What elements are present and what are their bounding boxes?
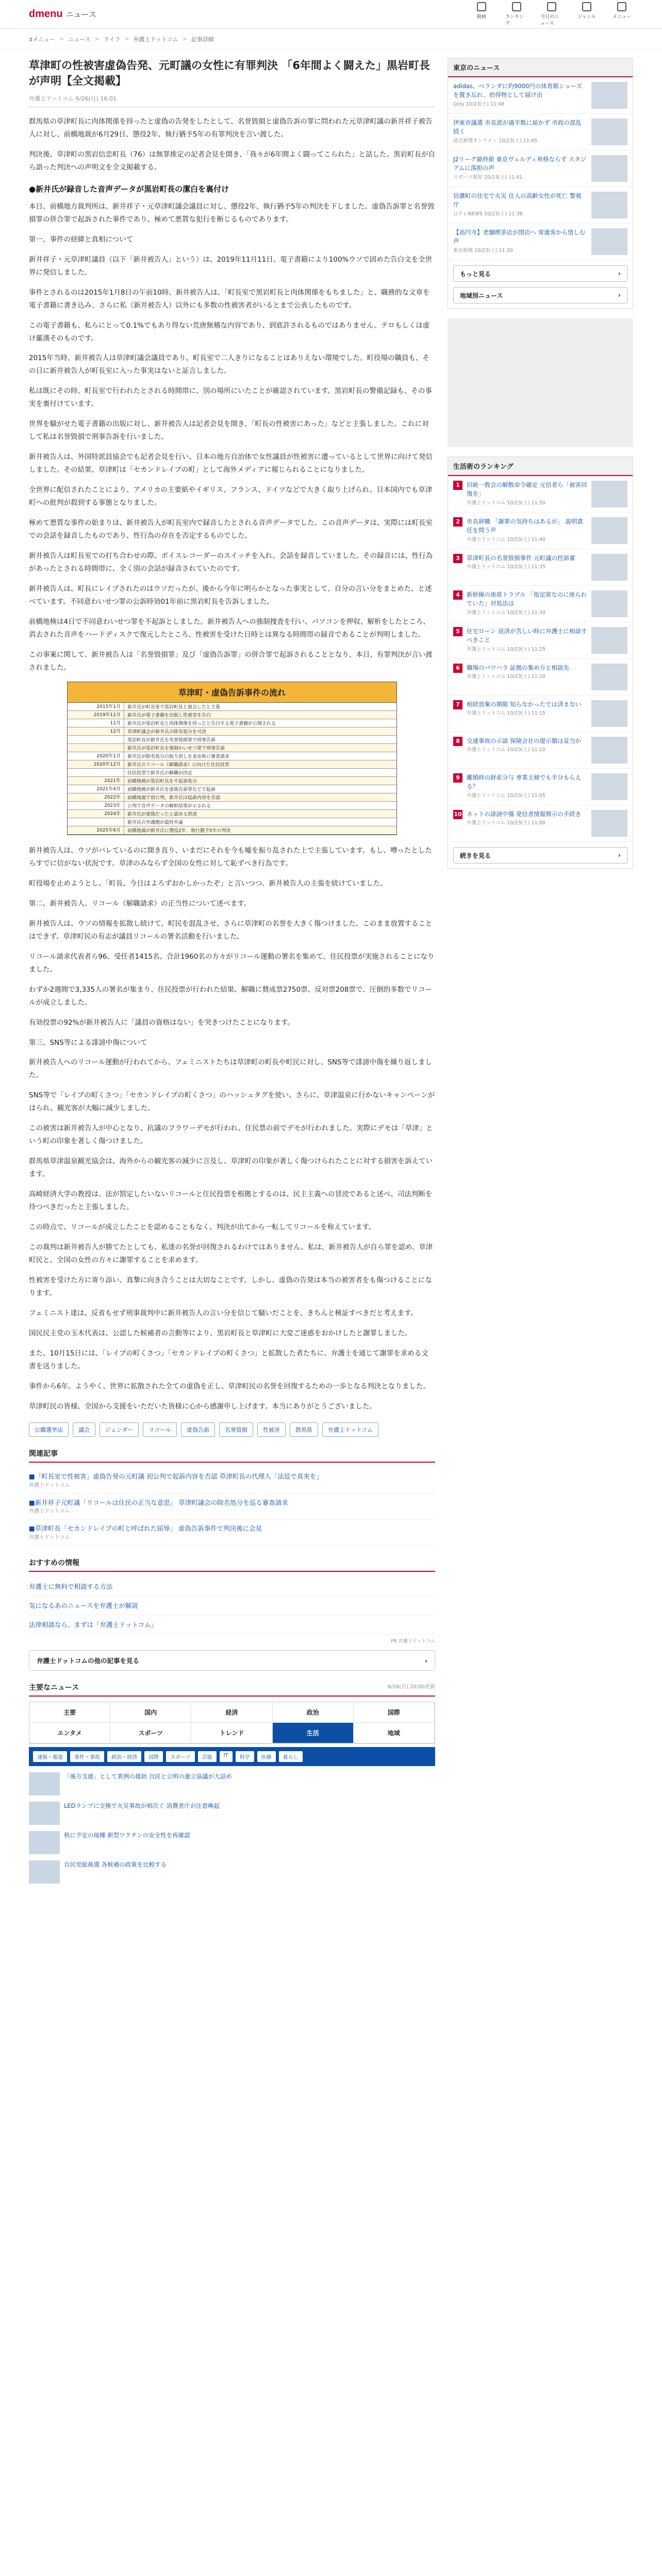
article-paragraph: 新井被告人は、町長にレイプされたのはウソだったが、後から今年に明らかとなった事実として、自分の言い分をまとめた、と述べています。不同意わいせつ罪の公訴時効01年前に黒岩町長を告訴しました。 — [29, 585, 432, 606]
article-paragraph: 極めて悪質な事件の始まりは、新井被告人が町長室内で録音したとされる音声データでした。この音声データは、実際には町長室での会話を録音したものであり、性行為の存在を否定するものでした。 — [29, 519, 433, 540]
recommend-heading: おすすめの情報 — [29, 1557, 435, 1572]
side-more-label: もっと見る — [460, 270, 491, 278]
ranking-item[interactable] — [448, 732, 633, 769]
timeline-event: 新井氏の弁護側が最終弁論 — [127, 820, 184, 825]
article-paragraph: 事件とされるのは2015年1月8日の午前10時、新井被告人は、「町長室で黒岩町長と肉体関係をもちました」と、職務的な文章を電子書籍に書き込み、さらに私（新井被告人）以外にも多数の性被害者がいるとまで公表したものです。 — [29, 288, 430, 310]
timeline-row — [68, 826, 396, 835]
side-news-item[interactable] — [448, 77, 633, 114]
ranking-thumbnail — [591, 810, 627, 837]
related-title: ■「町長室で性被害」虚偽告発の元町議 初公判で起訴内容を否認 草津町長の代理人「法廷で真実を」 — [29, 1472, 323, 1480]
timeline-date: 2019年11月 — [68, 711, 124, 719]
breadcrumb-item[interactable]: ライフ — [103, 36, 121, 43]
timeline-row — [68, 703, 396, 711]
subcategory-link[interactable]: 国際 — [144, 1751, 163, 1762]
category-tab[interactable]: 地域 — [354, 1723, 435, 1743]
ranking-item[interactable] — [448, 805, 633, 842]
article-paragraph: 第三、SNS等による誹謗中傷について — [29, 1038, 147, 1047]
chevron-right-icon: › — [618, 292, 621, 299]
ranking-title: 旧統一教会の解散命令確定 元信者ら「被害回復を」 — [467, 481, 587, 498]
article-paragraph: 町役場を止めようとし、「町長、今日はよろずおかしかったぞ」と言いつつ、新井被告人の主張を続けていました。 — [29, 879, 387, 888]
timeline-event: 新井氏が町長室で黒岩町長と面会したと主張 — [127, 704, 221, 710]
category-tab[interactable]: エンタメ — [29, 1723, 110, 1743]
category-tab[interactable]: 主要 — [29, 1702, 110, 1723]
category-tab[interactable]: 政治 — [273, 1702, 354, 1723]
timeline-row — [68, 810, 396, 818]
tag-list — [29, 1422, 435, 1437]
breadcrumb-item[interactable]: ニュース — [68, 36, 91, 43]
article-paragraph: 新井被告人へのリコール運動が行われてから、フェミニストたちは草津町の町長や町民に対し、SNS等で誹謗中傷を繰り返しました。 — [29, 1058, 433, 1080]
article-paragraph: 国民民主党の玉木代表は、公認した候補者の言動等により、黒岩町長と草津町に大変ご迷惑をおかけしたと謝罪しました。 — [29, 1329, 412, 1337]
chevron-right-icon: › — [618, 852, 621, 859]
header-nav-item[interactable] — [505, 2, 528, 26]
subcategory-link[interactable]: 医療 — [257, 1751, 276, 1762]
ranking-text — [467, 481, 587, 507]
tag-link[interactable]: 公職選挙法 — [29, 1422, 69, 1437]
category-tab[interactable]: スポーツ — [110, 1723, 191, 1743]
article-paragraph: この被害は新井被告人が中心となり、抗議のフラワーデモが行われ、住民票の前でデモが行われました。実際にデモは「草津」という町の印象を著しく傷つけました。 — [29, 1124, 433, 1146]
ranking-number: 5 — [453, 627, 462, 636]
ranking-source: 弁護士ドットコム 10/23(土) 11:00 — [467, 820, 545, 826]
timeline-row — [68, 719, 396, 727]
side-news-thumbnail — [591, 118, 627, 145]
ranking-item[interactable] — [448, 622, 633, 659]
article-paragraph: 群馬県草津温泉観光協会は、海外からの観光客の減少に言及し、草津町の印象が著しく傷つけられたことに対する損害を訴えています。 — [29, 1157, 433, 1179]
article-paragraph: 新井被告人は、ウソがバレているのに開き直り、いまだにそれを今も嘘を振り乱された上で主張しています。もし、噂ったとしたらすでに信がない状況です。草津のみならず全国の女性に対して恥ずべき行為です。 — [29, 846, 432, 868]
breadcrumb — [0, 29, 662, 49]
timeline-event: 新井氏が電子書籍を出版し性被害を告白 — [127, 713, 211, 718]
ranking-number: 8 — [453, 737, 462, 746]
header-nav — [470, 2, 633, 26]
article-paragraph: この電子書籍も、私らにとって0.1%でもあり得ない荒唐無稽な内容であり、到底許されるものではありません。テロもしくは虚け羅漢そのものです。 — [29, 321, 430, 343]
side-news-thumbnail — [591, 192, 627, 218]
breadcrumb-separator: > — [94, 36, 100, 42]
newspaper-icon — [477, 2, 486, 11]
timeline-row — [68, 802, 396, 810]
breadcrumb-item[interactable]: 弁護士ドットコム — [133, 36, 178, 43]
ranking-number: 9 — [453, 773, 462, 783]
side-news-box — [448, 58, 633, 309]
timeline-date: 11月 — [68, 719, 124, 727]
tag-link[interactable]: 名誉毀損 — [219, 1422, 253, 1437]
timeline-date: 2020年1月 — [68, 752, 124, 760]
timeline-event: 前橋地裁が新井氏に懲役2年、執行猶予5年の判決 — [127, 828, 231, 834]
ranking-text — [467, 737, 587, 764]
ranking-thumbnail — [591, 627, 627, 654]
side-news-thumbnail — [591, 228, 627, 255]
related-item[interactable] — [29, 1520, 435, 1546]
category-tabs — [29, 1702, 435, 1744]
pr-label: PR 弁護士ドットコム — [391, 1639, 436, 1645]
article-paragraph: 新井被告人は、外国特派員協会でも記者会見を行い、日本の地方自治体で女性議員が性被害に遭っているとして世界に向けて発信しました。その結果、草津町は「セカンドレイプの町」として海外メディアに報じられることになりました。 — [29, 453, 433, 474]
ranking-number: 6 — [453, 664, 462, 673]
ranking-text — [467, 810, 587, 837]
ranking-thumbnail — [591, 737, 627, 764]
article-paragraph: この裁判は新井被告人が勝てたとしても、私達の名誉が回復されるわけではありません。私は、新井被告人が自ら罪を認め、草津町民と、全国の女性の方々に謝罪することを求めます。 — [29, 1243, 433, 1265]
timeline-row — [68, 760, 396, 769]
side-news-text — [453, 155, 587, 182]
ranking-number: 1 — [453, 481, 462, 490]
ranking-thumbnail — [591, 481, 627, 507]
ranking-heading: 生活術のランキング — [448, 457, 633, 476]
tag-link[interactable]: 議会 — [73, 1422, 95, 1437]
timeline-date — [68, 818, 124, 826]
news-card-title: 秋に予定の接種 新型ワクチンの安全性を再確認 — [64, 1832, 190, 1839]
site-logo[interactable] — [29, 8, 96, 20]
calendar-icon — [547, 2, 556, 11]
related-heading: 関連記事 — [29, 1448, 435, 1463]
article-paragraph: また、10月15日には、「レイプの町くさつ」「セカンドレイプの町くさつ」と拡散した者たちに、弁護士を通じて謝罪を求める文書を送りました。 — [29, 1349, 428, 1370]
side-news-source: 東京新聞 10/23(土) 11:30 — [453, 247, 513, 253]
side-news-title: 【高円寺】老舗喫茶店が閉店へ 常連客から惜しむ声 — [453, 229, 586, 245]
side-news-text — [453, 118, 587, 145]
timeline-event: 住民投票で新井氏の解職が決定 — [127, 770, 193, 776]
side-news-title: 伊東市議選 市長派が過半数に届かず 市政の混乱続く — [453, 119, 582, 135]
ranking-number: 4 — [453, 590, 462, 600]
main-news-title: 主要なニュース — [29, 1684, 79, 1692]
breadcrumb-separator: > — [182, 36, 187, 42]
ranking-text — [467, 554, 587, 581]
article-paragraph: わずか2週間で3,335人の署名が集まり、住民投票が行われた結果、解職に賛成票2750票、反対票208票で、圧倒的多数でリコールが成立しました。 — [29, 985, 432, 1007]
header-nav-label: 動画 — [476, 14, 486, 20]
related-item[interactable] — [29, 1494, 435, 1520]
breadcrumb-separator: > — [124, 36, 129, 42]
ranking-thumbnail — [591, 554, 627, 581]
timeline-row — [68, 752, 396, 760]
subcategory-link[interactable]: 政治・経済 — [107, 1751, 141, 1762]
ranking-source: 弁護士ドットコム 10/23(土) 11:30 — [467, 609, 545, 616]
timeline-row — [68, 777, 396, 785]
ranking-text — [467, 590, 587, 617]
subcategory-bar — [29, 1747, 435, 1766]
news-card[interactable] — [29, 1802, 235, 1825]
ad-slot[interactable] — [448, 318, 633, 447]
main-news-grid — [29, 1772, 435, 1884]
ranking-text — [467, 773, 587, 800]
timeline-event: 新井氏が虚偽だったと認める供述 — [127, 811, 197, 817]
article-paragraph: 草津町民の皆様、全国から支援をいただいた皆様に心から感謝申し上げます。本当にありがとうございました。 — [29, 1402, 376, 1411]
timeline-row — [68, 793, 396, 802]
article-main — [29, 58, 435, 1884]
ranking-source: 弁護士ドットコム 10/23(土) 11:20 — [467, 674, 545, 680]
side-news-text — [453, 228, 587, 255]
subcategory-link[interactable]: IT — [220, 1751, 233, 1762]
news-card[interactable] — [29, 1860, 235, 1884]
ranking-title: 草津町長の名誉毀損事件 元町議の控訴審 — [467, 554, 575, 562]
timeline-event: 新井氏のリコール（解職請求）に向けた住民投票 — [127, 762, 229, 768]
recommend-item[interactable]: 法律相談なら、まずは「弁護士ドットコム」 — [29, 1615, 435, 1634]
related-source: 弁護士ドットコム — [29, 1509, 70, 1515]
ranking-thumbnail — [591, 590, 627, 617]
timeline-event: 黒岩町長が新井氏を名誉毀損罪で刑事告訴 — [127, 737, 216, 743]
timeline-date: 2015年1月 — [68, 703, 124, 710]
related-title: ■草津町長「セカンドレイプの町と呼ばれた屈辱」 虚偽告訴事件で判決後に会見 — [29, 1524, 262, 1533]
timeline-event: 新井氏が黒岩町長と肉体関係を持ったと告白する電子書籍が公開される — [127, 721, 276, 726]
article-paragraph: 全世界に配信されたことにより、アメリカの主要紙やイギリス、フランス、ドイツなどで大きく取り上げられ、日本国内でも草津町への批判が殺到する事態となりました。 — [29, 486, 433, 507]
recommend-item[interactable]: 気になるあのニュースを弁護士が解説 — [29, 1596, 435, 1615]
ranking-number: 2 — [453, 517, 462, 527]
ranking-title: 交通事故の示談 保険会社の提示額は妥当か — [467, 737, 582, 744]
ranking-source: 弁護士ドットコム 10/23(土) 11:35 — [467, 564, 545, 570]
side-news-source: 日テレNEWS 10/23(土) 11:38 — [453, 211, 523, 217]
timeline-row — [68, 711, 396, 719]
news-card-title: 自民党総裁選 各候補の政策を比較する — [64, 1861, 167, 1869]
side-news-item[interactable] — [448, 187, 633, 224]
header-nav-item[interactable] — [540, 2, 563, 26]
timeline-row — [68, 769, 396, 777]
breadcrumb-separator: > — [59, 36, 64, 42]
timeline-row — [68, 818, 396, 826]
timeline-date: 2021年 — [68, 777, 124, 785]
ranking-title: 市長辞職 「謝罪の気持ちはあるが」 説明責任を問う声 — [467, 518, 583, 534]
news-card-title: 「後方支援」として異例の援助 自民と公明の連立協議が大詰め — [64, 1773, 232, 1781]
ranking-item[interactable] — [448, 513, 633, 549]
ranking-source: 弁護士ドットコム 10/23(土) 11:25 — [467, 646, 545, 652]
side-news-thumbnail — [591, 155, 627, 182]
ranking-title: ネットの誹謗中傷 発信者情報開示の手続き — [467, 810, 582, 818]
news-thumbnail — [29, 1831, 60, 1854]
tag-link[interactable]: ジェンダー — [100, 1422, 139, 1437]
article-title: 草津町の性被害虚偽告発、元町議の女性に有罪判決 「6年間よく闘えた」黒岩町長が声明【全文掲載】 — [29, 59, 430, 88]
article-paragraph: 2015年当時、新井被告人は草津町議会議員であり、町長室で二人きりになることはありえない環境でした。町役場の職員も、その日に新井被告人が町長室に入った事実はないと証言しました。 — [29, 354, 429, 376]
side-more-button[interactable] — [453, 265, 627, 282]
article-paragraph: 群馬県の草津町長に肉体関係を持ったと虚偽の告発をしたとして、名誉毀損と虚偽告訴の罪に問われた元草津町議の新井祥子被告人に対し、前橋地裁が6月29日、懲役2年、執行猶予5年の有罪判決を言い渡した。 — [29, 117, 433, 139]
main-news-time: 6/26(月) 20:00更新 — [387, 1684, 436, 1690]
side-news-item[interactable] — [448, 114, 633, 150]
side-news-item[interactable] — [448, 150, 633, 187]
article-paragraph: この事案に関して、新井被告人は「名誉毀損罪」及び「虚偽告訴罪」の併合罪で起訴されることとなり、本日、有罪判決が言い渡されました。 — [29, 650, 433, 672]
logo-news: ニュース — [65, 10, 96, 19]
ranking-title: 新幹線の座席トラブル 「指定席なのに座られていた」対処法は — [467, 591, 587, 607]
timeline-date: 12月 — [68, 727, 124, 735]
timeline-event: 新井氏が黒岩町長を強制わいせつ罪で刑事告訴 — [127, 745, 225, 751]
category-tab[interactable]: 経済 — [191, 1702, 272, 1723]
recommend-item[interactable]: 弁護士に無料で相談する方法 — [29, 1577, 435, 1596]
ranking-thumbnail — [591, 664, 627, 690]
timeline-event: 前橋地検が黒岩町長を不起訴処分 — [127, 778, 197, 784]
ranking-text — [467, 700, 587, 727]
ranking-number: 3 — [453, 554, 462, 563]
news-thumbnail — [29, 1860, 60, 1884]
article-paragraph: SNS等で「レイプの町くさつ」「セカンドレイプの町くさつ」のハッシュタグを使い、さらに、草津温泉に行かないキャンペーンがはられ、観光客が大幅に減少しました。 — [29, 1091, 435, 1113]
article-paragraph: 事件から6年。ようやく、世界に拡散された全ての虚偽を正し、草津町民の名誉を回復するための一歩となる判決となりました。 — [29, 1382, 430, 1391]
side-news-source: 読売新聞オンライン 10/23(土) 11:45 — [453, 138, 537, 144]
article-subheading: ●新井氏が録音した音声データが黒岩町長の潔白を裏付け — [29, 184, 229, 194]
article-paragraph: 本日、前橋地方裁判所は、新井祥子・元草津町議会議員に対し、懲役2年、執行猶予5年の判決を下しました。虚偽告訴罪と名誉毀損罪の併合罪で起訴された事件であり、極めて悪質な犯行を断じるものであります。 — [29, 202, 435, 224]
header-nav-label: メニュー — [612, 14, 631, 20]
region-news-label: 地域別ニュース — [460, 292, 503, 299]
timeline-date: 2022年 — [68, 793, 124, 801]
article-body — [29, 115, 435, 1413]
ranking-title: 住宅ローン 返済が苦しい時に弁護士に相談すべきこと — [467, 628, 587, 644]
header-nav-item[interactable] — [470, 2, 493, 26]
category-tab[interactable]: 生活 — [273, 1723, 354, 1743]
region-news-button[interactable] — [453, 287, 627, 303]
sidebar — [448, 58, 633, 1884]
chevron-right-icon: › — [618, 270, 621, 277]
ranking-text — [467, 627, 587, 654]
ranking-item[interactable] — [448, 586, 633, 622]
article-meta: 弁護士ドットコム 6/26(月) 16:01 — [29, 95, 117, 102]
timeline-date — [68, 736, 124, 743]
header-nav-item[interactable] — [610, 2, 633, 26]
ranking-number: 10 — [453, 810, 462, 819]
article-paragraph: 高崎経済大学の教授は、法が罰定したいないリコールと住民投票を根拠とするのは、民主主義への冒涜であると述べ、司法判断を待つべきだったと主張しました。 — [29, 1190, 433, 1212]
related-source: 弁護士ドットコム — [29, 1482, 70, 1488]
tag-link[interactable]: 群馬県 — [290, 1422, 318, 1437]
ranking-text — [467, 517, 587, 544]
timeline-row — [68, 727, 396, 736]
ranking-box — [448, 456, 633, 869]
tag-link[interactable]: 弁護士ドットコム — [322, 1422, 378, 1437]
search-icon — [582, 2, 591, 11]
timeline-event: 前橋地裁で初公判、新井氏は起訴内容を否認 — [127, 795, 221, 801]
news-thumbnail — [29, 1772, 60, 1795]
subcategory-link[interactable]: 科学 — [236, 1751, 254, 1762]
ranking-title: 離婚時の財産分与 専業主婦でも半分もらえる？ — [467, 774, 582, 790]
timeline-event: 草津町議会が新井氏の除名処分を可決 — [127, 729, 207, 735]
article-paragraph: 新井祥子・元草津町議員（以下「新井被告人」という）は、2019年11月11日、電子書籍により100%ウソで固めた告白文を全世界に発信しました。 — [29, 255, 433, 277]
timeline-row — [68, 785, 396, 793]
more-articles-button[interactable] — [29, 1650, 435, 1671]
subcategory-link[interactable]: 暮らし — [279, 1751, 303, 1762]
timeline-date: 2025年6月 — [68, 826, 124, 834]
ranking-more-button[interactable] — [453, 847, 627, 863]
site-header — [0, 0, 662, 29]
ranking-item[interactable] — [448, 659, 633, 696]
timeline-date: 2020年12月 — [68, 760, 124, 768]
subcategory-link[interactable]: 事件・事故 — [70, 1751, 104, 1762]
side-news-title: 信濃町の住宅で火災 住人の高齢女性が死亡 警視庁 — [453, 192, 582, 209]
subcategory-link[interactable]: 速報・報道 — [33, 1751, 67, 1762]
article-paragraph: 第二、新井被告人、リコール（解職請求）の正当性について述べます。 — [29, 899, 251, 908]
ranking-source: 弁護士ドットコム 10/23(土) 11:05 — [467, 792, 545, 799]
side-news-title: adidas、ベランダに約9000円の体育館シューズを置き忘れ、拾得物として届け出 — [453, 82, 582, 99]
ranking-thumbnail — [591, 773, 627, 800]
tag-link[interactable]: 性被害 — [257, 1422, 286, 1437]
ranking-thumbnail — [591, 517, 627, 544]
tag-link[interactable]: 虚偽告訴 — [181, 1422, 215, 1437]
ranking-thumbnail — [591, 700, 627, 727]
news-card[interactable] — [29, 1772, 235, 1795]
article-paragraph: 世界を騒がせた電子書籍の出版に対し、新井被告人は記者会見を開き、「町長の性被害にあった」などと主張しました。これに対して私は名誉毀損で刑事告訴を行いました。 — [29, 420, 429, 442]
category-tab[interactable]: 国際 — [354, 1702, 435, 1723]
article-paragraph: この時点で、リコールが成立したことを認めることもなく、判決が出てから一転してリコールを称えています。 — [29, 1223, 376, 1232]
header-nav-label: ランキング — [505, 14, 524, 26]
category-tab[interactable]: トレンド — [191, 1723, 272, 1743]
timeline-row — [68, 744, 396, 752]
ranking-item[interactable] — [448, 769, 633, 805]
subcategory-link[interactable]: 芸能 — [198, 1751, 217, 1762]
article-paragraph: 前橋地検は4日で不同意わいせつ罪を不起訴としました。新井被告人への強制捜査を行い、パソコンを押収、解析をしたところ、消去された音声をハードディスクで復元したところ、性被害を受けた日時とは異なる時間帯の録音であることが判明しました。 — [29, 617, 430, 639]
side-news-heading: 東京のニュース — [448, 58, 633, 77]
ranking-more-label: 続きを見る — [460, 852, 491, 859]
article-paragraph: リコール請求代表者ら96、受任者1415名、合計1960名の方々がリコール運動の署名を集めて、住民投票が実施されることになりました。 — [29, 952, 435, 974]
related-list — [29, 1468, 435, 1546]
ranking-source: 弁護士ドットコム 10/23(土) 11:40 — [467, 536, 545, 543]
article-paragraph: 私は既にその時、町長室で行われたとされる時間帯に、別の場所にいたことが確認されています。黒岩町長の警備記録も、その事実を裏付けています。 — [29, 387, 432, 409]
chevron-right-icon: › — [424, 1656, 428, 1665]
side-news-source: Qoly 10/23(土) 11:48 — [453, 101, 505, 107]
article-paragraph: 有効投票の92%が新井被告人に「議員の資格はない」を突きつけたことになります。 — [29, 1018, 294, 1027]
crown-icon — [512, 2, 521, 11]
more-articles-label: 弁護士ドットコムの他の記事を見る — [37, 1657, 140, 1665]
ranking-source: 弁護士ドットコム 10/23(土) 11:50 — [467, 500, 545, 506]
article-paragraph: 判決後、草津町の黒岩信忠町長（76）は無罪推定の記者会見を開き、「我々が6年間よく闘ってこられた」と話した。黒岩町長が自ら語った判決への声明文を全文掲載する。 — [29, 150, 435, 172]
timeline-row — [68, 736, 396, 744]
timeline-date: 2024年 — [68, 810, 124, 818]
news-card[interactable] — [29, 1831, 235, 1854]
subcategory-link[interactable]: スポーツ — [166, 1751, 195, 1762]
timeline-event: 新井氏が除名処分の取り消しを求め県に審査請求 — [127, 754, 230, 759]
timeline-table — [67, 682, 397, 835]
ranking-source: 弁護士ドットコム 10/23(土) 11:10 — [467, 747, 545, 753]
main-news-heading — [29, 1682, 435, 1697]
timeline-date — [68, 769, 124, 776]
ranking-number: 7 — [453, 700, 462, 709]
ranking-text — [467, 664, 587, 690]
news-card-title: LEDランプに交換で火災事故が相次ぐ 消費者庁が注意喚起 — [64, 1802, 220, 1810]
related-title: ■新井祥子元町議「リコールは住民の正当な意思」 草津町議会の除名処分を巡る審査請求 — [29, 1498, 288, 1506]
news-thumbnail — [29, 1802, 60, 1825]
side-news-title: J2リーグ最終節 東京ヴェルディ昇格ならず スタジアムに落胆の声 — [453, 156, 587, 172]
article-paragraph: 性被害を受けた方に寄り添い、真摯に向き合うことは大切なことです。しかし、虚偽の告発は本当の被害者をも傷つけることになります。 — [29, 1276, 432, 1298]
timeline-date — [68, 744, 124, 752]
logo-dmenu: dmenu — [29, 8, 63, 20]
article-paragraph: 第一、事件の経緯と真相について — [29, 235, 134, 244]
breadcrumb-item: 記事詳細 — [191, 36, 214, 43]
article-paragraph: 新井被告人は、ウソの情報を拡散し続けて、町民を混乱させ、さらに草津町の名誉を大きく傷つけました。このまま放置することはできず、草津町民の有志が議員リコールの署名活動を行いました。 — [29, 919, 433, 941]
timeline-event: 前橋地検が新井氏を虚偽告訴罪などで起訴 — [127, 787, 216, 792]
related-source: 弁護士ドットコム — [29, 1535, 70, 1541]
timeline-title: 草津町・虚偽告訴事件の流れ — [68, 682, 396, 703]
timeline-date: 2023年 — [68, 802, 124, 809]
article-paragraph: フェミニスト達は、反省もせず刑事裁判中に新井被告人の言い分を信じて騒いだことを、きちんと検証すべきだと考えます。 — [29, 1309, 418, 1317]
ranking-item[interactable] — [448, 696, 633, 732]
ranking-item[interactable] — [448, 549, 633, 586]
side-news-item[interactable] — [448, 224, 633, 260]
recommend-list — [29, 1577, 435, 1634]
ranking-title: 職場のパワハラ 証拠の集め方と相談先 — [467, 664, 570, 671]
ranking-list — [448, 476, 633, 842]
timeline-date: 2021年4月 — [68, 785, 124, 793]
side-news-list — [448, 77, 633, 260]
header-nav-item[interactable] — [575, 2, 598, 26]
header-nav-label: 今日のニュース — [540, 14, 559, 26]
ranking-item[interactable] — [448, 476, 633, 513]
ranking-source: 弁護士ドットコム 10/23(土) 11:15 — [467, 710, 545, 717]
tag-link[interactable]: リコール — [143, 1422, 177, 1437]
article-paragraph: 新井被告人は町長室での打ち合わせの際、ボイスレコーダーのスイッチを入れ、会話を録音していました。その録音には、性行為があったとされる時間帯に、全く別の会話が録音されていたのです。 — [29, 552, 433, 573]
related-item[interactable] — [29, 1468, 435, 1494]
side-news-source: スポーツ報知 10/23(土) 11:41 — [453, 174, 523, 180]
header-nav-label: ジャンル — [577, 14, 596, 20]
menu-icon — [617, 2, 626, 11]
side-news-thumbnail — [591, 82, 627, 109]
ranking-title: 相続放棄の期限 知らなかったでは済まない — [467, 701, 582, 708]
breadcrumb-item[interactable]: dメニュー — [29, 36, 55, 43]
timeline-event: 公判で音声データの解析結果が示される — [127, 803, 211, 809]
side-news-text — [453, 192, 587, 218]
category-tab[interactable]: 国内 — [110, 1702, 191, 1723]
side-news-text — [453, 82, 587, 109]
